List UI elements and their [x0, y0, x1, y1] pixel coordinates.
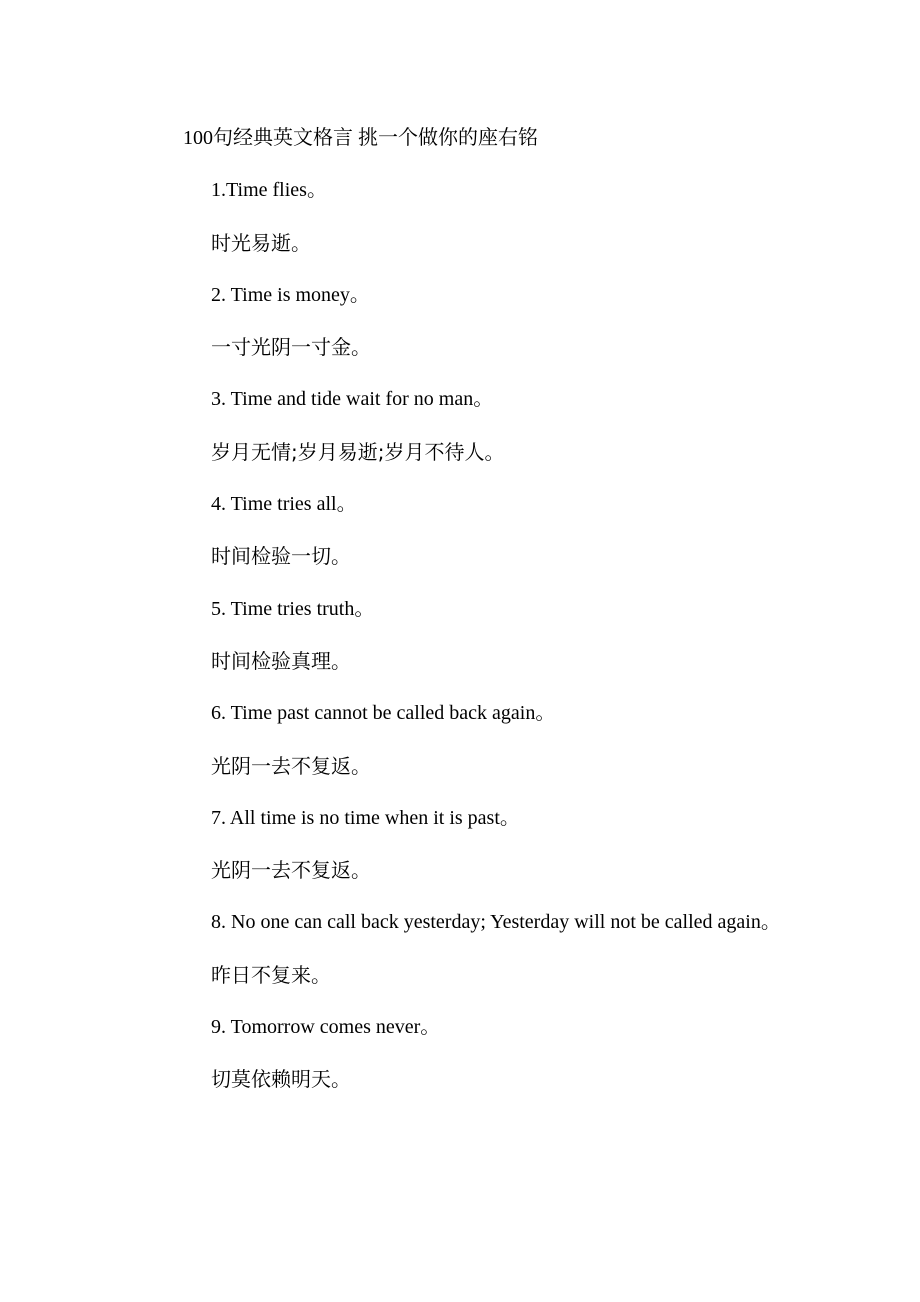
quote-english-1: 1.Time flies。 [211, 179, 327, 202]
quote-english-5: 5. Time tries truth。 [211, 597, 375, 620]
quote-chinese-3: 岁月无情;岁月易逝;岁月不待人。 [211, 439, 505, 464]
quote-chinese-7: 光阴一去不复返。 [211, 858, 371, 883]
quote-chinese-1: 时光易逝。 [211, 230, 311, 255]
quote-english-7: 7. All time is no time when it is past。 [211, 806, 520, 829]
quote-chinese-4: 时间检验一切。 [211, 544, 351, 569]
quote-english-6: 6. Time past cannot be called back again。 [211, 702, 556, 725]
quote-chinese-5: 时间检验真理。 [211, 648, 351, 673]
quote-chinese-2: 一寸光阴一寸金。 [211, 335, 371, 360]
document-page [139, 112, 781, 1106]
quote-english-9: 9. Tomorrow comes never。 [211, 1016, 441, 1039]
quote-chinese-6: 光阴一去不复返。 [211, 753, 371, 778]
document-title: 100句经典英文格言 挑一个做你的座右铭 [183, 127, 538, 149]
quote-chinese-8: 昨日不复来。 [211, 962, 331, 987]
quote-english-2: 2. Time is money。 [211, 283, 370, 306]
quote-english-3: 3. Time and tide wait for no man。 [211, 388, 494, 411]
quote-english-8: 8. No one can call back yesterday; Yesterday will not be called again。 [211, 911, 781, 934]
quote-chinese-9: 切莫依赖明天。 [211, 1067, 351, 1092]
quote-english-4: 4. Time tries all。 [211, 493, 357, 516]
